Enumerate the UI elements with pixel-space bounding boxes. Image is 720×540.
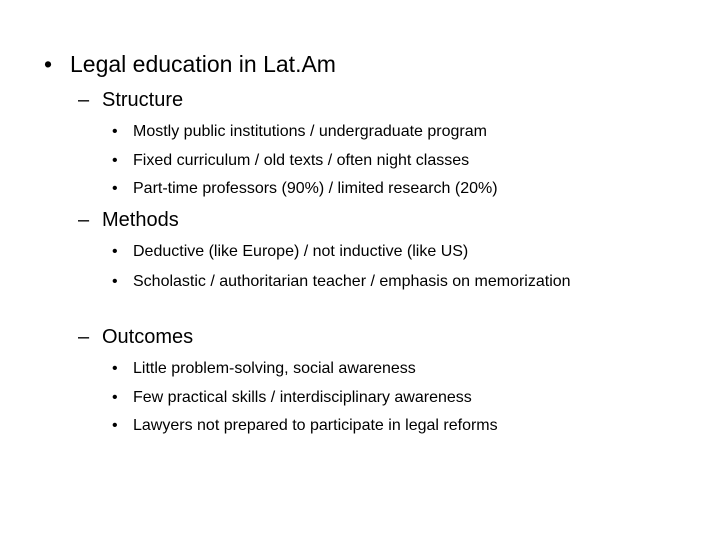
list-item-text: Fixed curriculum / old texts / often night classes	[133, 152, 470, 169]
list-item-text: Deductive (like Europe) / not inductive (like US)	[133, 243, 469, 260]
dash-icon: –	[78, 89, 90, 111]
dash-icon: –	[78, 209, 90, 231]
list-item-text: Part-time professors (90%) / limited research (20%)	[133, 180, 498, 197]
bullet-icon: •	[112, 417, 118, 434]
bullet-icon: •	[112, 389, 118, 406]
bullet-icon: •	[112, 360, 118, 377]
list-item-text: Scholastic / authoritarian teacher / emphasis on memorization	[133, 273, 571, 290]
section-title: Outcomes	[102, 326, 194, 348]
list-item-text: Few practical skills / interdisciplinary awareness	[133, 389, 472, 406]
list-item-text: Little problem-solving, social awareness	[133, 360, 416, 377]
section-title: Structure	[102, 89, 184, 111]
list-item	[112, 241, 602, 263]
bullet-icon: •	[44, 51, 53, 77]
list-item	[112, 271, 572, 293]
list-item-text: Lawyers not prepared to participate in legal reforms	[133, 417, 498, 434]
list-item	[112, 178, 602, 200]
list-item-text: Mostly public institutions / undergraduate program	[133, 123, 487, 140]
list-item	[112, 387, 602, 409]
bullet-icon: •	[112, 180, 118, 197]
list-item	[112, 358, 602, 380]
dash-icon: –	[78, 326, 90, 348]
slide-title: Legal education in Lat.Am	[70, 51, 336, 77]
bullet-icon: •	[112, 152, 118, 169]
list-item	[112, 150, 602, 172]
section-title: Methods	[102, 209, 179, 231]
bullet-icon: •	[112, 243, 118, 260]
bullet-icon: •	[112, 123, 118, 140]
list-item	[112, 415, 602, 437]
list-item	[112, 121, 602, 143]
bullet-icon: •	[112, 273, 118, 290]
